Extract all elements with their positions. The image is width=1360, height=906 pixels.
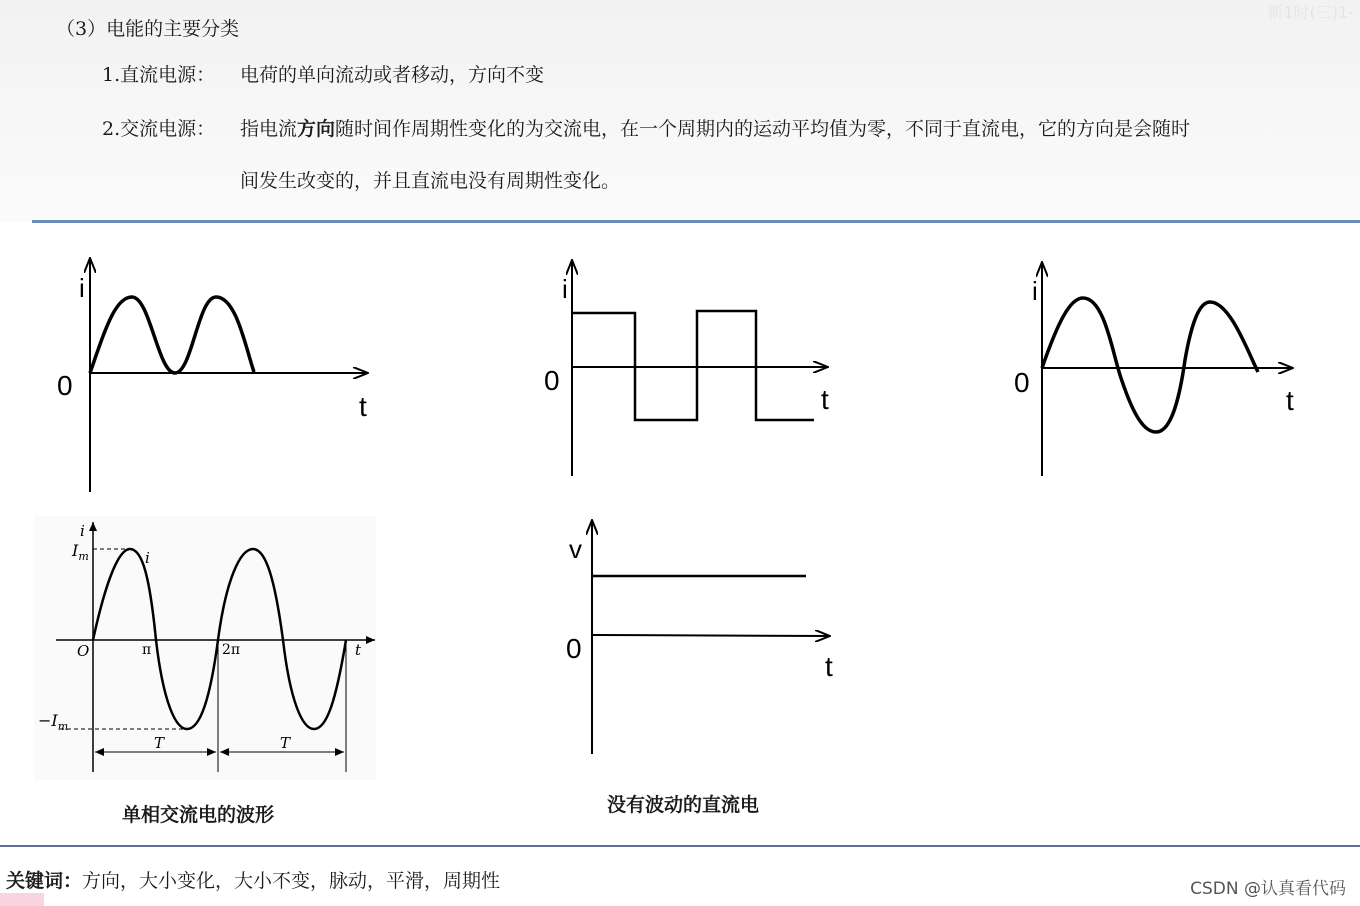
figure-pulsating-dc bbox=[57, 258, 368, 492]
caption-single-phase: 单相交流电的波形 bbox=[122, 804, 275, 826]
fig4-period1-label: T bbox=[154, 734, 165, 752]
item-ac-text-post: 随时间作周期性变化的为交流电，在一个周期内的运动平均值为零，不同于直流电，它的方向是会随时 bbox=[335, 118, 1191, 140]
fig4-pi-label: π bbox=[142, 642, 152, 658]
keywords-line bbox=[6, 866, 500, 893]
figure-square-wave bbox=[544, 260, 829, 476]
fig4-origin-label: O bbox=[77, 642, 90, 660]
fig2-zero-label: 0 bbox=[544, 365, 560, 396]
fig3-i-label: i bbox=[1032, 276, 1038, 306]
item-dc-text: 电荷的单向流动或者移动，方向不变 bbox=[240, 64, 545, 86]
section-title: （3）电能的主要分类 bbox=[56, 18, 240, 40]
keywords-label: 关键词： bbox=[6, 870, 83, 892]
keywords-text: 方向，大小变化，大小不变，脉动，平滑，周期性 bbox=[82, 870, 501, 892]
fig1-curve bbox=[90, 297, 254, 373]
fig3-zero-label: 0 bbox=[1014, 367, 1030, 398]
fig4-im-label: $I_m$ bbox=[72, 541, 89, 563]
corner-mark bbox=[0, 893, 44, 906]
item-ac-text-pre: 指电流 bbox=[240, 118, 298, 140]
fig4-period2-label: T bbox=[280, 734, 291, 752]
fig5-v-label: v bbox=[569, 534, 582, 564]
caption-steady-dc: 没有波动的直流电 bbox=[607, 794, 760, 816]
fig4-2pi-label: 2π bbox=[222, 642, 241, 658]
fig4-t-label: t bbox=[355, 641, 362, 659]
figure-sine-wave bbox=[1014, 262, 1294, 476]
item-ac-text-cont: 间发生改变的，并且直流电没有周期性变化。 bbox=[240, 170, 621, 192]
fig5-x-axis bbox=[592, 635, 830, 636]
figure-steady-dc bbox=[566, 520, 833, 754]
fig3-curve bbox=[1042, 298, 1258, 432]
fig5-t-label: t bbox=[825, 651, 833, 682]
top-right-scrap: 新1时(三)1- bbox=[1267, 3, 1354, 22]
fig4-i-curve-label: i bbox=[145, 549, 150, 567]
fig1-t-label: t bbox=[359, 391, 367, 422]
fig2-curve bbox=[572, 311, 814, 420]
watermark: CSDN @认真看代码 bbox=[1190, 879, 1346, 899]
fig3-t-label: t bbox=[1286, 385, 1294, 416]
fig2-t-label: t bbox=[821, 384, 829, 415]
figure-single-phase bbox=[34, 516, 376, 780]
fig4-neg-im-label: $-I_m$ bbox=[38, 711, 69, 733]
fig2-i-label: i bbox=[562, 274, 568, 304]
fig4-i-axis-label: i bbox=[80, 522, 85, 540]
item-ac-label: 2.交流电源： bbox=[102, 118, 216, 140]
item-dc-label: 1.直流电源： bbox=[102, 64, 216, 86]
fig1-zero-label: 0 bbox=[57, 370, 73, 401]
divider-bottom bbox=[0, 845, 1360, 847]
fig1-i-label: i bbox=[79, 273, 85, 303]
fig5-zero-label: 0 bbox=[566, 633, 582, 664]
item-ac-text-bold: 方向 bbox=[297, 118, 336, 140]
